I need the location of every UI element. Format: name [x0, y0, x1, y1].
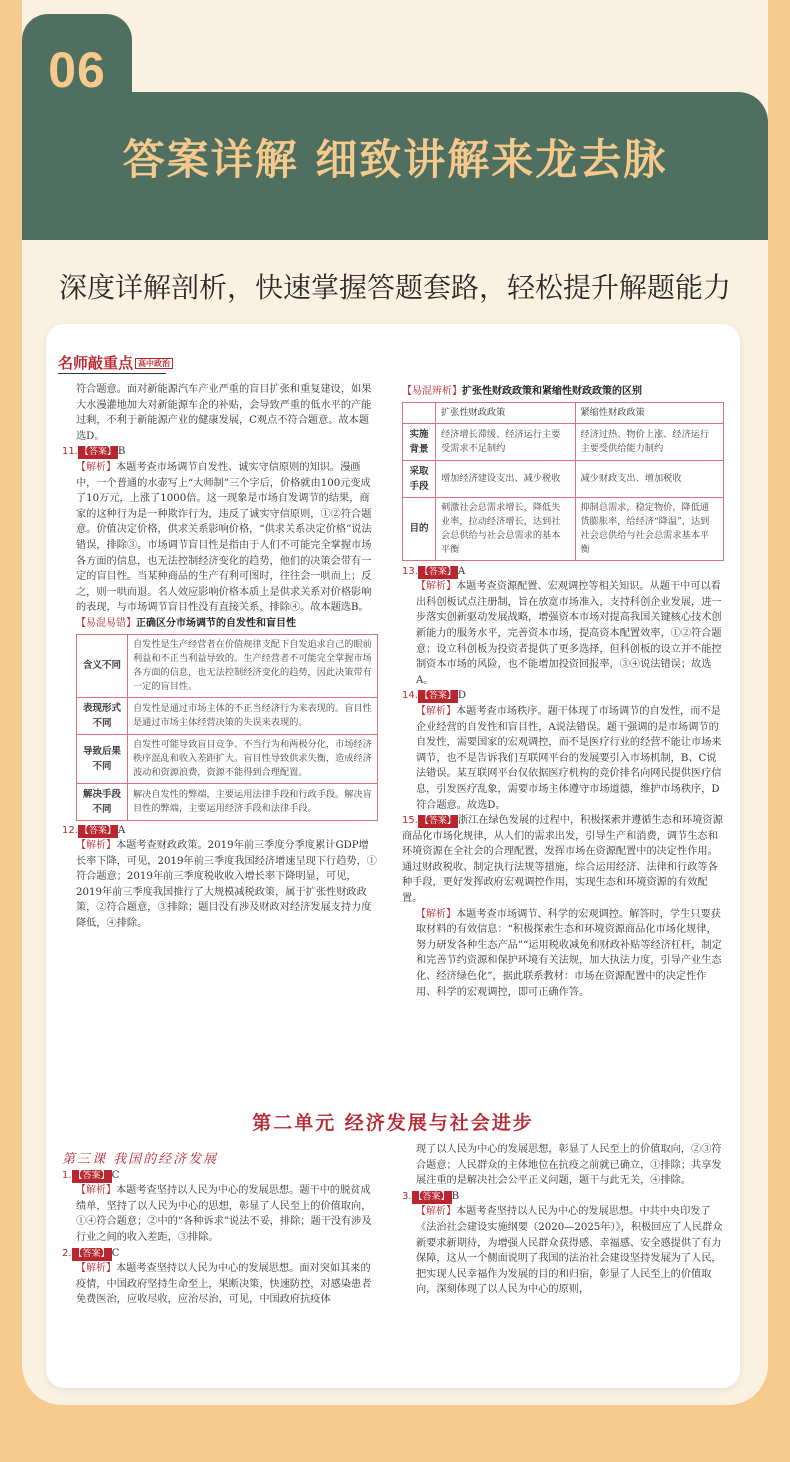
q14-number: 14. — [402, 690, 418, 702]
q11-jx-text: 本题考查市场调节自发性、诚实守信原则的知识。漫画中，一个普通的水壶写上“大师制”三个字后，价格就由100元变成了10万元，上涨了1000倍。这一现象是市场自发调节的结果，商家的这种行为是一种欺诈行为，违反了诚实守信原则，①②符合题意。价值决定价格，供求关系影响价格，“供求关系决定价格”说法错误，排除③。市场调节盲目性是指由于人们不可能完全掌握市场各方面的信息，也无法控制经济变化的趋势，他们的决策会带有一定的盲目性。当某种商品的生产有利可图时，往往会一哄而上；反之，则一哄而退。名人效应影响价格本质上是供求关系对价格影响的表现，与市场调节盲目性没有直接关系，排除④。故本题选B。 — [76, 461, 372, 614]
table-row — [403, 460, 724, 497]
b-q1-jx-text: 本题考查坚持以人民为中心的发展思想。题干中的脱贫成绩单，坚持了以人民为中心的思想，彰显了人民至上的价值取向，①④符合题意；②中的“各种诉求”说法不妥，排除；题干没有涉及行业之间的收入差距，③排除。 — [76, 1185, 372, 1243]
b-q1-number: 1. — [62, 1169, 72, 1181]
left-column — [62, 382, 378, 932]
b-q2-number: 2. — [62, 1247, 72, 1259]
yh-title: 正确区分市场调节的自发性和盲目性 — [136, 617, 296, 629]
bottom-right-column — [402, 1142, 724, 1298]
row-key: 目的 — [403, 497, 436, 560]
b-q2-explanation — [62, 1261, 378, 1308]
row-value: 自发性可能导致盲目竞争、不当行为和两极分化，市场经济秩序混乱和收入差距扩大。盲目性导致供求失衡，造成经济波动和资源浪费，资源不能得到合理配置。 — [128, 734, 378, 783]
row-b: 抑制总需求，稳定物价，降低通货膨胀率，给经济“降温”，达到社会总供给与社会总需求基本平衡 — [575, 497, 724, 560]
q13-explanation — [402, 579, 724, 688]
row-key: 导致后果不同 — [77, 734, 128, 783]
q11-answer: B — [117, 446, 126, 458]
q11 — [62, 444, 378, 460]
q14-explanation — [402, 704, 724, 813]
banner-title: 答案详解 细致讲解来龙去脉 — [122, 135, 668, 184]
q15-number: 15. — [402, 815, 418, 827]
b-q2-jx-tag: 【解析】 — [76, 1263, 116, 1275]
brand-logo — [58, 352, 173, 373]
table-row — [403, 423, 724, 460]
q12-explanation — [62, 838, 378, 932]
q12-jx-text: 本题考查财政政策。2019年前三季度分季度累计GDP增长率下降，可见，2019年前三季度我国经济增速呈现下行趋势，①符合题意；2019年前三季度税收收入增长率下降明显，可见，2019年前三季度我国推行了大规模减税政策，属于扩张性财政政策，②符合题意，③排除；题目没有涉及财政对经济发展支持力度降低，④排除。 — [76, 840, 377, 930]
b-q3-answer-tag: 【答案】 — [413, 1191, 450, 1202]
q15-explanation — [402, 907, 724, 1001]
q14-jx-text: 本题考查市场秩序。题干体现了市场调节的自发性，而不是企业经营的自发性和盲目性，A说法错误。题干强调的是市场调节的自发性，需要国家的宏观调控，而不是医疗行业的经营不能让市场来调节，也不是告诉我们互联网平台的发展要引入市场机制，B、C说法错误。某互联网平台仅依据医疗机构的竞价排名向网民提供医疗信息，引发医疗乱象，需要市场主体遵守市场道德，维护市场秩序，D符合题意。故选D。 — [416, 705, 722, 811]
b-q3 — [402, 1189, 724, 1205]
row-value: 解决自发性的弊端，主要运用法律手段和行政手段。解决盲目性的弊端，主要运用经济手段和法律手段。 — [128, 783, 378, 820]
q10-continued: 符合题意。面对新能源汽车产业严重的盲目扩张和重复建设，如果大水漫灌地加大对新能源车企的补贴，会导致严重的低水平的产能过剩，不利于新能源产业的健康发展，C观点不符合题意。故本题选D。 — [76, 384, 372, 442]
q12 — [62, 823, 378, 839]
yb-title: 扩张性财政政策和紧缩性财政政策的区别 — [462, 386, 642, 397]
yb-table — [402, 402, 724, 561]
q15 — [402, 813, 724, 907]
section-number: 06 — [48, 42, 106, 98]
brand-name: 名师敲重点 — [58, 354, 134, 372]
q12-jx-tag: 【解析】 — [76, 840, 116, 852]
table-header-row — [403, 402, 724, 423]
b-q2-continued: 现了以人民为中心的发展思想，彰显了人民至上的价值取向，②③符合题意；人民群众的主体地位在抗疫之前就已确立，①排除；共享发展注重的是解决社会公平正义问题，题干与此无关，④排除。 — [416, 1144, 722, 1187]
document-page — [46, 324, 740, 1388]
bottom-left-column — [62, 1152, 378, 1308]
row-key: 采取手段 — [403, 460, 436, 497]
row-key: 解决手段不同 — [77, 783, 128, 820]
table-row — [403, 497, 724, 560]
q13-jx-tag: 【解析】 — [416, 581, 456, 593]
b-q2-jx-text: 本题考查坚持以人民为中心的发展思想。面对突如其来的疫情，中国政府坚持生命至上，果断决策，快速防控，对感染患者免费医治，应收尽收，应治尽治，可见，中国政府抗疫体 — [76, 1263, 372, 1306]
b-q2 — [62, 1246, 378, 1262]
b-q2-answer-tag: 【答案】 — [73, 1248, 110, 1259]
q11-jx-tag: 【解析】 — [76, 461, 116, 473]
yb-heading — [402, 384, 724, 400]
b-q3-answer: B — [451, 1190, 460, 1202]
q14-jx-tag: 【解析】 — [416, 705, 456, 717]
b-q1-jx-tag: 【解析】 — [76, 1185, 116, 1197]
table-row — [77, 783, 378, 820]
q13-answer: A — [457, 565, 466, 577]
row-a: 刺激社会总需求增长，降低失业率，拉动经济增长，达到社会总供给与社会总需求的基本平衡 — [436, 497, 576, 560]
q15-answer: 浙江在绿色发展的过程中，积极探索并遵循生态和环境资源商品化市场化规律，从人们的需求出发，引导生产和消费，调节生态和环境资源在全社会的合理配置，发挥市场在资源配置中的决定性作用。通过财政税收、制定执行法规等措施，综合运用经济、法律和行政等各种手段，更好发挥政府宏观调控作用，实现生态和环境资源的有效配置。 — [402, 815, 723, 905]
subtitle: 深度详解剖析，快速掌握答题套路，轻松提升解题能力 — [58, 271, 731, 304]
q15-answer-tag: 【答案】 — [419, 816, 456, 827]
b-q1 — [62, 1168, 378, 1184]
table-row — [77, 734, 378, 783]
table-row — [77, 697, 378, 734]
row-a: 增加经济建设支出、减少税收 — [436, 460, 576, 497]
q13-number: 13. — [402, 565, 418, 577]
q13-jx-text: 本题考查资源配置、宏观调控等相关知识。从题干中可以看出科创板试点注册制，旨在放宽市场准入，支持科创企业发展，进一步落实创新驱动发展战略，增强资本市场对提高我国关键核心技术创新能力的服务水平，完善资本市场，提高资本配置效率，①②符合题意；设立科创板为投资者提供了更多选择，但科创板的设立并不能控制资本市场的风险，也不能增加投资回报率，③④说法错误；故选A。 — [416, 581, 722, 686]
brand-sub: 高中政治 — [135, 358, 173, 369]
row-b: 经济过热、物价上涨、经济运行主要受供给能力制约 — [575, 423, 724, 460]
q13 — [402, 564, 724, 580]
b-q3-number: 3. — [402, 1190, 412, 1202]
table-row — [77, 634, 378, 697]
b-q3-explanation — [402, 1204, 724, 1298]
b-q1-answer-tag: 【答案】 — [73, 1170, 110, 1181]
yh-tag: 【易混易错】 — [76, 617, 136, 629]
yh-table-wrap — [62, 632, 378, 823]
yh-table — [76, 634, 378, 821]
b-q3-jx-tag: 【解析】 — [416, 1206, 456, 1218]
yh-heading — [62, 616, 378, 632]
b-q3-jx-text: 本题考查坚持以人民为中心的发展思想。中共中央印发了《法治社会建设实施纲要（2020—2025年）》，积极回应了人民群众新要求新期待，为增强人民群众获得感、幸福感、安全感提供了有力保障，这从一个侧面说明了我国的法治社会建设坚持发展为了人民，把实现人民幸福作为发展的目的和归宿，彰显了人民至上的价值取向，深刻体现了以人民为中心的原则， — [416, 1206, 723, 1296]
lesson-title: 第三课 我国的经济发展 — [62, 1152, 219, 1167]
q12-answer-tag: 【答案】 — [79, 825, 116, 836]
row-a: 经济增长滞缓、经济运行主要受需求不足制约 — [436, 423, 576, 460]
brand-underline — [58, 373, 166, 374]
b-q1-answer: C — [111, 1169, 120, 1181]
row-value: 自发性是通过市场主体的不正当经济行为来表现的。盲目性是通过市场主体经营决策的失误来表现的。 — [128, 697, 378, 734]
q11-answer-tag: 【答案】 — [79, 447, 116, 458]
q15-jx-tag: 【解析】 — [416, 908, 456, 920]
q12-number: 12. — [62, 824, 78, 836]
row-key: 表现形式不同 — [77, 697, 128, 734]
q11-explanation — [62, 460, 378, 616]
row-key: 含义不同 — [77, 634, 128, 697]
q12-answer: A — [117, 824, 126, 836]
q14-answer: D — [457, 690, 467, 702]
q14-answer-tag: 【答案】 — [419, 691, 456, 702]
row-value: 自发性是生产经营者在价值规律支配下自发追求自己的眼前利益和不正当利益导致的。生产经营者不可能完全掌握市场各方面的信息，也无法控制经济变化的趋势，因此决策带有一定的盲目性。 — [128, 634, 378, 697]
q14 — [402, 688, 724, 704]
q15-jx-text: 本题考查市场调节、科学的宏观调控。解答时，学生只要获取材料的有效信息：“积极探索生态和环境资源商品化市场化规律，努力研发各种生态产品”“运用税收减免和财政补贴等经济杠杆，制定和完善节约资源和保护环境有关法规，加大执法力度，引导产业生态化、经济绿色化”，据此联系教材：市场在资源配置中的决定性作用、科学的宏观调控，即可正确作答。 — [416, 908, 722, 998]
unit-title: 第二单元 经济发展与社会进步 — [252, 1112, 534, 1134]
q13-answer-tag: 【答案】 — [419, 566, 456, 577]
yb-tag: 【易混辨析】 — [402, 386, 462, 397]
row-key: 实施背景 — [403, 423, 436, 460]
b-q1-explanation — [62, 1183, 378, 1245]
right-column — [402, 384, 724, 1000]
b-q2-answer: C — [111, 1247, 120, 1259]
row-b: 减少财政支出、增加税收 — [575, 460, 724, 497]
th-expansionary: 扩张性财政政策 — [436, 402, 576, 423]
q11-number: 11. — [62, 446, 78, 458]
th-contractionary: 紧缩性财政政策 — [575, 402, 724, 423]
